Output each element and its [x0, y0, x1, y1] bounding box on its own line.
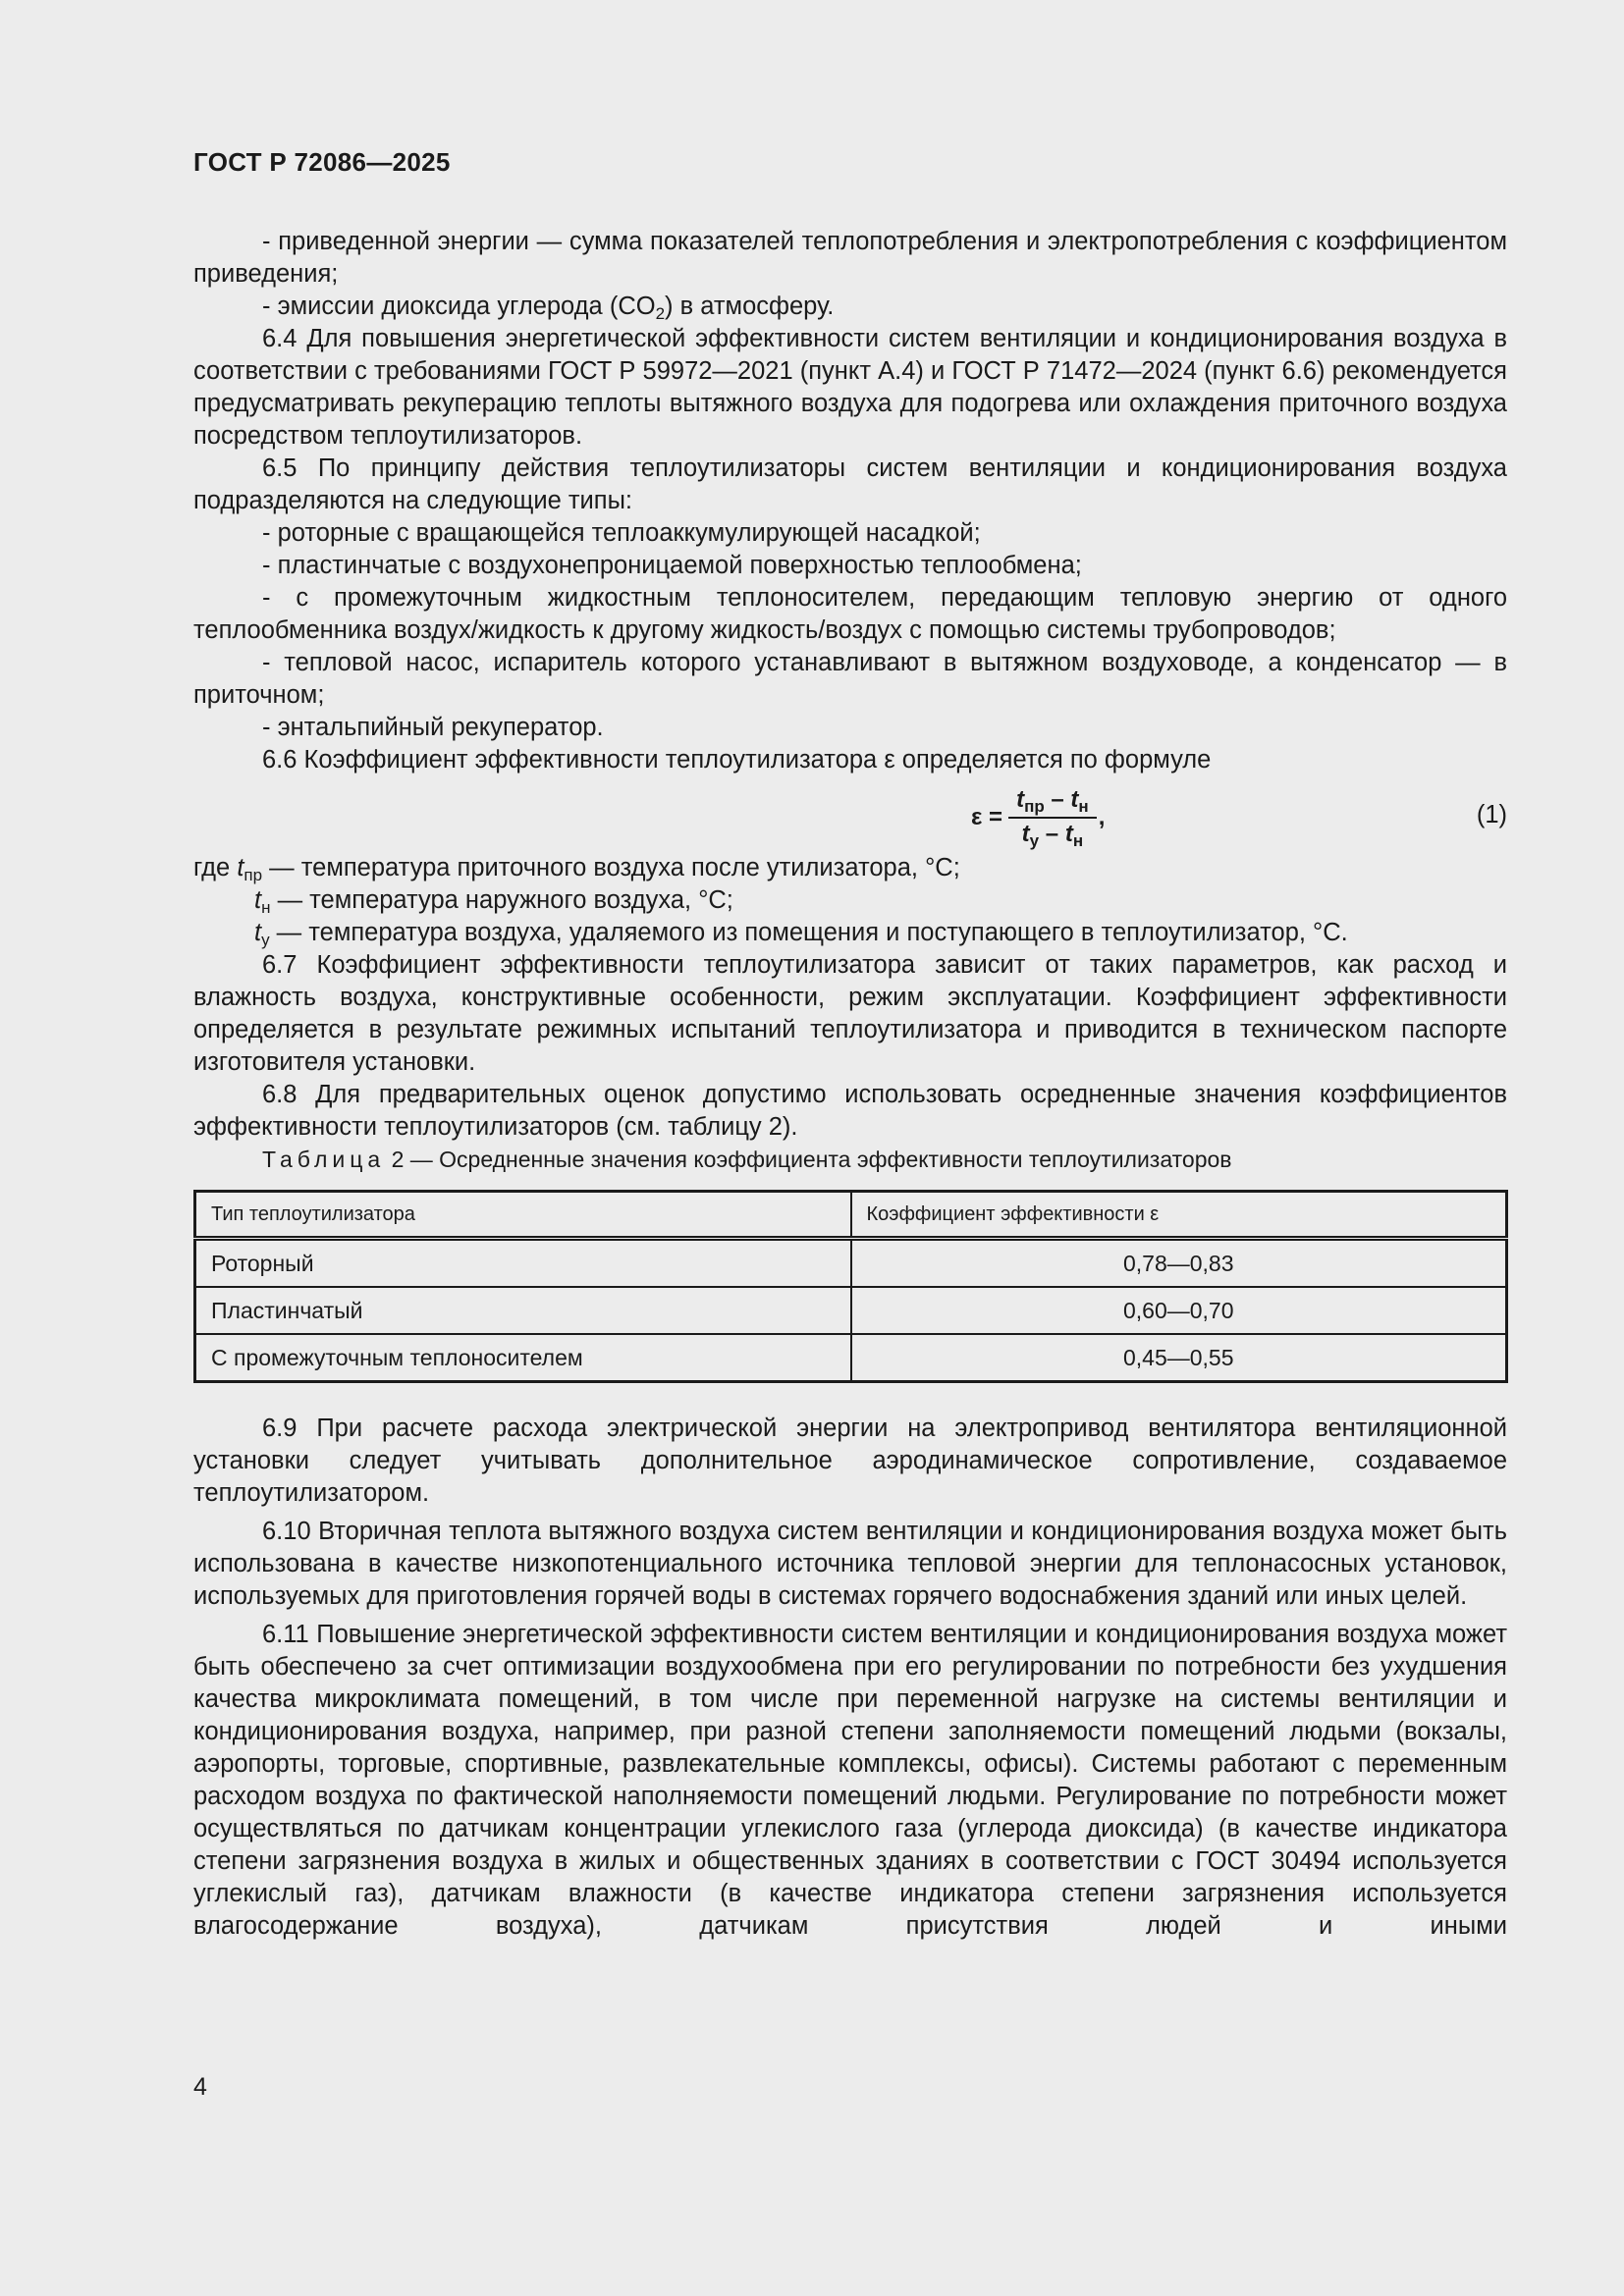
paragraph: 6.7 Коэффициент эффективности теплоутилизатора зависит от таких параметров, как расход и влажность воздуха, конструктивные особенности, режим эксплуатации. Коэффициент эффективности определяется в результате режимных испытаний теплоутилизатора и приводится в техническом паспорте изготовителя установки.: [193, 951, 1507, 1076]
list-item: - тепловой насос, испаритель которого устанавливают в вытяжном воздуховоде, а конденсатор — в приточном;: [193, 649, 1507, 709]
list-item: - пластинчатые с воздухонепроницаемой поверхностью теплообмена;: [262, 552, 1082, 579]
body-text-top: [193, 226, 1507, 1943]
table-header: Коэффициент эффективности ε: [851, 1192, 1507, 1239]
list-item: - с промежуточным жидкостным теплоносителем, передающим тепловую энергию от одного теплообменника воздух/жидкость к другому жидкость/воздух с помощью системы трубопроводов;: [193, 584, 1507, 644]
equation-number: (1): [1476, 801, 1507, 828]
table-cell: С промежуточным теплоносителем: [195, 1334, 851, 1382]
table-cell: 0,45—0,55: [851, 1334, 1507, 1382]
formula-numerator: $t_{пр} - t_н$: [1008, 787, 1097, 819]
formula-lhs: ε =: [971, 804, 1003, 830]
list-item: - энтальпийный рекуператор.: [262, 714, 604, 741]
list-item: - роторные с вращающейся теплоаккумулирующей насадкой;: [262, 519, 981, 547]
co2-text-end: ) в атмосферу.: [665, 293, 835, 320]
table-row: [195, 1287, 1507, 1334]
table-caption: Таблица 2 — Осредненные значения коэффициента эффективности теплоутилизаторов: [262, 1147, 1232, 1172]
paragraph: 6.10 Вторичная теплота вытяжного воздуха систем вентиляции и кондиционирования воздуха может быть использована в качестве низкопотенциального источника тепловой энергии для теплонасосных установок, используемых для приготовления горячей воды в системах горячего водоснабжения зданий или иных целей.: [193, 1518, 1507, 1610]
paragraph: - приведенной энергии — сумма показателей теплопотребления и электропотребления с коэффициентом приведения;: [193, 228, 1507, 288]
paragraph-co2: [193, 291, 1507, 323]
table-cell: Роторный: [195, 1239, 851, 1288]
legend-item: $t_н$ — температура наружного воздуха, °С;: [254, 886, 733, 917]
formula: [971, 786, 1106, 850]
co2-text: - эмиссии диоксида углерода (CO: [262, 293, 656, 320]
efficiency-table: [193, 1190, 1508, 1383]
table-row: [195, 1334, 1507, 1382]
paragraph: 6.4 Для повышения энергетической эффективности систем вентиляции и кондиционирования воздуха в соответствии с требованиями ГОСТ Р 59972—2021 (пункт А.4) и ГОСТ Р 71472—2024 (пункт 6.6) рекомендуется предусматривать рекуперацию теплоты вытяжного воздуха для подогрева или охлаждения приточного воздуха посредством теплоутилизаторов.: [193, 325, 1507, 450]
table-cell: 0,78—0,83: [851, 1239, 1507, 1288]
paragraph: 6.5 По принципу действия теплоутилизаторы систем вентиляции и кондиционирования воздуха подразделяются на следующие типы:: [193, 454, 1507, 514]
paragraph: 6.11 Повышение энергетической эффективности систем вентиляции и кондиционирования воздуха может быть обеспечено за счет оптимизации воздухообмена при его регулировании по потребности без ухудшения качества микроклимата помещений, в том числе при переменной нагрузке на системы вентиляции и кондиционирования воздуха, например, при разной степени заполняемости помещений людьми (вокзалы, аэропорты, торговые, спортивные, развлекательные комплексы, офисы). Системы работают с переменным расходом воздуха по фактической наполняемости помещений людьми. Регулирование по потребности может осуществляться по датчикам концентрации углекислого газа (углерода диоксида) (в качестве индикатора степени загрязнения воздуха в жилых и общественных зданиях в соответствии с ГОСТ 30494 используется углекислый газ), датчикам влажности (в качестве индикатора степени загрязнения используется влагосодержание воздуха), датчикам присутствия людей и иными: [193, 1621, 1507, 1940]
formula-comma: ,: [1098, 804, 1106, 830]
page-number: 4: [193, 2073, 207, 2101]
formula-legend: [193, 852, 1507, 949]
formula-fraction: [1008, 786, 1097, 850]
document-header: ГОСТ Р 72086—2025: [193, 147, 451, 177]
paragraph: 6.8 Для предварительных оценок допустимо использовать осредненные значения коэффициентов эффективности теплоутилизаторов (см. таблицу 2).: [193, 1081, 1507, 1141]
legend-item: $t_у$ — температура воздуха, удаляемого из помещения и поступающего в теплоутилизатор, °С.: [254, 919, 1348, 949]
table-header-row: [195, 1192, 1507, 1239]
formula-block: [193, 779, 1507, 850]
table-header: Тип теплоутилизатора: [195, 1192, 851, 1239]
table-row: [195, 1239, 1507, 1288]
legend-item: где $t_{пр}$ — температура приточного воздуха после утилизатора, °С;: [193, 854, 960, 884]
formula-denominator: $t_у - t_н$: [1021, 821, 1084, 850]
co2-subscript: 2: [655, 304, 666, 323]
paragraph: 6.9 При расчете расхода электрической энергии на электропривод вентилятора вентиляционной установки следует учитывать дополнительное аэродинамическое сопротивление, создаваемое теплоутилизатором.: [193, 1415, 1507, 1507]
table-cell: 0,60—0,70: [851, 1287, 1507, 1334]
table-cell: Пластинчатый: [195, 1287, 851, 1334]
paragraph: 6.6 Коэффициент эффективности теплоутилизатора ε определяется по формуле: [262, 746, 1212, 774]
